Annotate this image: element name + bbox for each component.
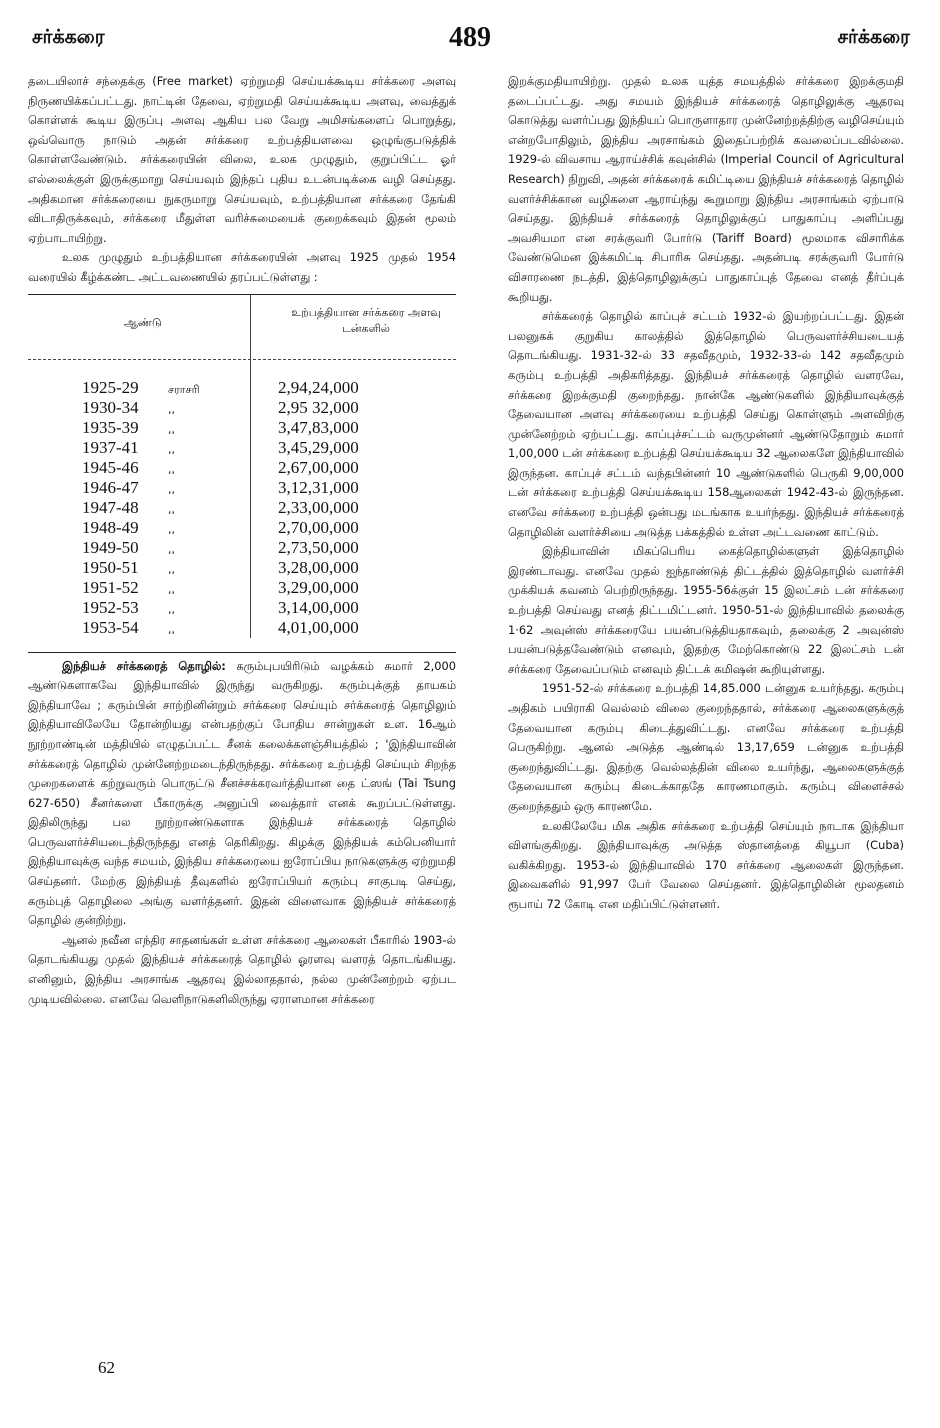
row-note: ,,	[168, 542, 175, 556]
row-note: சராசரி	[168, 382, 200, 396]
row-note: ,,	[168, 462, 175, 476]
row-year: 1953-54	[82, 617, 139, 637]
row-year: 1947-48	[82, 497, 139, 517]
row-year: 1949-50	[82, 537, 139, 557]
table-bottom-rule	[28, 652, 456, 653]
row-value: 2,33,00,000	[278, 497, 359, 517]
paragraph: ஆனல் நவீன எந்திர சாதனங்கள் உள்ள சர்க்கரை ஆலைகள் பீகாரில் 1903-ல் தொடங்கியது முதல் இந்தியச் சர்க்கரைத் தொழில் ஓரளவு வளரத் தொடங்கியது. எனினும், இந்திய அரசாங்க ஆதரவு இல்லாததால், நல்ல முன்னேற்றம் ஏற்பட முடியவில்லை. எனவே வெளிநாடுகளிலிருந்து ஏராளமான சர்க்கரை	[28, 932, 456, 1006]
row-value: 3,28,00,000	[278, 557, 359, 577]
row-value: 2,73,50,000	[278, 537, 359, 557]
paragraph: உலகிலேயே மிக அதிக சர்க்கரை உற்பத்தி செய்யும் நாடாக இந்தியா விளங்குகிறது. இந்தியாவுக்கு அடுத்த ஸ்தானத்தை கியூபா (Cuba) வகிக்கிறது. 1953-ல் இந்தியாவில் 170 சர்க்கரை ஆலைகள் இருந்தன. இவைகளில் 91,997 பேர் வேலை செய்தனர். இத்தொழிலின் மூலதனம் ரூபாய் 72 கோடி என மதிப்பிட்டுள்ளனர்.	[508, 818, 904, 911]
row-year: 1951-52	[82, 577, 139, 597]
row-year: 1945-46	[82, 457, 139, 477]
page-number: 489	[449, 22, 491, 53]
table-row	[28, 598, 456, 618]
table-row	[28, 378, 456, 398]
running-head-right: சர்க்கரை	[837, 26, 910, 48]
paragraph	[28, 657, 456, 931]
table-row	[28, 418, 456, 438]
column-header-production: உற்பத்தியான சர்க்கரை அளவு டன்களில்	[291, 305, 441, 335]
row-year: 1930-34	[82, 397, 139, 417]
row-note: ,,	[168, 442, 175, 456]
right-column	[508, 72, 904, 915]
table-header	[28, 295, 456, 360]
table-body	[28, 360, 456, 638]
paragraph: 1951-52-ல் சர்க்கரை உற்பத்தி 14,85.000 டன்னுக உயர்ந்தது. கரும்பு அதிகம் பயிராகி வெல்லம் விலை குறைந்ததால், சர்க்கரை ஆலைகளுக்குத் தேவையான கரும்பு கிடைத்துவிட்டது. எனவே சர்க்கரை உற்பத்தி பெருகிற்று. ஆனல் அடுத்த ஆண்டில் 13,17,659 டன்னுக உற்பத்தி குறைந்துவிட்டது. இதற்கு வெல்லத்தின் விலை உயர்ந்து, ஆலைகளுக்குத் தேவையான கரும்பு கிடைக்காததே காரணமாகும். கரும்பு விளைச்சல் குறைந்ததும் ஒரு காரணமே.	[508, 681, 904, 813]
table-row	[28, 398, 456, 418]
left-column	[28, 72, 456, 1009]
paragraph-text: கரும்புபயிரிடும் வழக்கம் சுமார் 2,000 ஆண்டுகளாகவே இந்தியாவில் இருந்து வருகிறது. கரும்புக்குத் தாயகம் இந்தியாவே ; கரும்பின் சாற்றினின்றும் சர்க்கரை செய்யும் சர்க்கரைத் தொழிலும் இந்தியாவிலேயே தோன்றியது என்பதற்குப் போதிய சான்றுகள் உள. 16ஆம் நூற்றாண்டின் மத்தியில் எழுதப்பட்ட சீனக் கலைக்களஞ்சியத்தில் ; 'இந்தியாவின் சர்க்கரைத் தொழில் முன்னேற்றமடைந்திருந்தது. சர்க்கரை உற்பத்தி செய்யும் சிறந்த முறைகளைக் கற்றுவரும் பொருட்டு சீனச்சக்கரவர்த்தியான தை ட்ஸங் (Tai Tsung 627-650) சீனர்களை பீகாருக்கு அனுப்பி வைத்தார் எனக் கூறப்பட்டுள்ளது. இதிலிருந்து பல நூற்றாண்டுகளாக இந்தியச் சர்க்கரைத் தொழில் பெருவளர்ச்சியடைந்திருந்தது எனத் தெரிகிறது. கிழக்கு இந்தியக் கம்பெனியார் இந்தியாவுக்கு வந்த சமயம், இந்திய சர்க்கரையை ஐரோப்பிய நாடுகளுக்கு ஏற்றுமதி செய்தனர். மேற்கு இந்தியத் தீவுகளில் ஐரோப்பியர் கரும்பு சாகுபடி செய்து, கரும்புத் தொழிலை அங்கு வளர்த்தனர். இதன் விளைவாக இந்தியச் சர்க்கரைத் தொழில் குன்றிற்று.	[28, 658, 456, 928]
row-note: ,,	[168, 622, 175, 636]
paragraph: உலக முழுதும் உற்பத்தியான சர்க்கரையின் அளவு 1925 முதல் 1954 வரையில் கீழ்க்கண்ட அட்டவணையில் தரப்பட்டுள்ளது :	[28, 250, 456, 284]
paragraph: சர்க்கரைத் தொழில் காப்புச் சட்டம் 1932-ல் இயற்றப்பட்டது. இதன் பலனுகக் குறுகிய காலத்தில் இத்தொழில் பெருவளர்ச்சியடையத் தொடங்கியது. 1931-32-ல் 33 சதவீதமும், 1932-33-ல் 142 சதவீதமும் கரும்பு உற்பத்தி அதிகரித்தது. இந்தியச் சர்க்கரைத் தொழில் வளரவே, சர்க்கரை இறக்குமதி குறைந்தது. நான்கே ஆண்டுகளில் இந்தியாவுக்குத் தேவையான அளவு சர்க்கரையை உற்பத்தி செய்து கொள்ளும் அளவிற்கு முன்னேற்றம் ஏற்பட்டது. காப்புச்சட்டம் வருமுன்னர் ஆண்டுதோறும் சுமார் 1,00,000 டன் சர்க்கரை உற்பத்தி செய்யக்கூடிய 32 ஆலைகளே இந்தியாவில் இருந்தன. காப்புச் சட்டம் வந்தபின்னர் 10 ஆண்டுகளில் பெருகி 9,00,000 டன் சர்க்கரை உற்பத்தி செய்யக்கூடிய 158ஆலைகள் 1942-43-ல் இருந்தன. எனவே சர்க்கரை உற்பத்தி ஒன்பது மடங்காக உயர்ந்தது. இந்தியச் சர்க்கரைத் தொழிலின் வளர்ச்சியை அடுத்த பக்கத்தில் உள்ள அட்டவணை காட்டும்.	[508, 309, 904, 539]
footer-page-label: 62	[98, 1358, 115, 1377]
row-note: ,,	[168, 602, 175, 616]
row-note: ,,	[168, 582, 175, 596]
row-year: 1952-53	[82, 597, 139, 617]
table-row	[28, 518, 456, 538]
running-head-left: சர்க்கரை	[32, 26, 105, 48]
row-value: 2,67,00,000	[278, 457, 359, 477]
paragraph: இறக்குமதியாயிற்று. முதல் உலக யுத்த சமயத்தில் சர்க்கரை இறக்குமதி தடைப்பட்டது. அது சமயம் இந்தியச் சர்க்கரைத் தொழிலுக்கு ஆதரவு கொடுத்து வளர்ப்பது இந்தியப் பொருளாதார முன்னேற்றத்திற்கு வழிசெய்யும் என்றபோதிலும், இந்திய அரசாங்கம் இதைப்பற்றிக் கவலைப்படவில்லை. 1929-ல் விவசாய ஆராய்ச்சிக் கவுன்சில் (Imperial Council of Agricultural Research) நிறுவி, அதன் சர்க்கரைக் கமிட்டியை இந்தியச் சர்க்கரைத் தொழில் வளர்ச்சிக்கான வழிகளை ஆராய்ந்து கூறுமாறு இந்திய அரசாங்கம் ஏற்பாடு செய்தது. இந்தியச் சர்க்கரைத் தொழிலுக்குப் பாதுகாப்பு அளிப்பது அவசியமா என சரக்குவரி போர்டு (Tariff Board) மூலமாக விசாரிக்க வேண்டுமென இக்கமிட்டி சிபாரிசு செய்தது. அதன்படி சரக்குவரி போர்டு விசாரணை நடத்தி, இத்தொழிலுக்குப் பாதுகாப்புத் தேவை எனத் தீர்ப்புக் கூறியது.	[508, 74, 904, 304]
row-value: 2,70,00,000	[278, 517, 359, 537]
table-row	[28, 618, 456, 638]
row-value: 2,94,24,000	[278, 377, 359, 397]
row-note: ,,	[168, 482, 175, 496]
page-header	[30, 22, 910, 60]
row-value: 3,45,29,000	[278, 437, 359, 457]
row-note: ,,	[168, 522, 175, 536]
paragraph: இந்தியாவின் மிகப்பெரிய கைத்தொழில்களுள் இத்தொழில் இரண்டாவது. எனவே முதல் ஐந்தாண்டுத் திட்டத்தில் இத்தொழில் வளர்ச்சி முக்கியக் கவனம் பெற்றிருந்தது. 1955-56க்குள் 15 இலட்சம் டன் சர்க்கரை உற்பத்தி செய்வது எனத் திட்டமிட்டனர். 1950-51-ல் இந்தியாவில் தலைக்கு 1·62 அவுன்ஸ் சர்க்கரையே பயன்படுத்தியதாகவும், தலைக்கு 2 அவுன்ஸ் பயன்படுத்தவேண்டும் எனவும், இதற்கு மேற்கொண்டு 22 இலட்சம் டன் சர்க்கரை தேவைப்படும் எனவும் திட்டக் கமிஷன் கூறியுள்ளது.	[508, 544, 904, 676]
row-note: ,,	[168, 422, 175, 436]
row-year: 1935-39	[82, 417, 139, 437]
row-year: 1946-47	[82, 477, 139, 497]
production-table	[28, 295, 456, 638]
column-header-year: ஆண்டு	[124, 315, 162, 329]
row-year: 1950-51	[82, 557, 139, 577]
row-year: 1925-29	[82, 377, 139, 397]
row-note: ,,	[168, 562, 175, 576]
row-value: 3,14,00,000	[278, 597, 359, 617]
row-value: 3,12,31,000	[278, 477, 359, 497]
row-value: 3,47,83,000	[278, 417, 359, 437]
table-row	[28, 478, 456, 498]
paragraph: தடையிலாச் சந்தைக்கு (Free market) ஏற்றுமதி செய்யக்கூடிய சர்க்கரை அளவு நிருணயிக்கப்பட்டது. நாட்டின் தேவை, ஏற்றுமதி செய்யக்கூடிய அளவு, வைத்துக் கொள்ளக் கூடிய இருப்பு அளவு ஆகிய பல வேறு அமிசங்களைப் பொறுத்து, ஒவ்வொரு நாடும் அதன் சர்க்கரை உற்பத்தியளவை ஒழுங்குபடுத்திக் கொள்ளவேண்டும். சர்க்கரையின் விலை, உலக முழுதும், குறுப்பிட்ட ஓர் எல்லைக்குள் இருக்குமாறு செய்யவும் இந்தப் புதிய உடன்படிக்கை வழி செய்தது. அதிகமான சர்க்கரையை நுகருமாறு செய்யவும், உற்பத்தியான சர்க்கரை தேங்கி விடாதிருக்கவும், சர்க்கரை மீதுள்ள வரிச்சுமையைக் குறைக்கவும் இதன் மூலம் ஏற்பாடாயிற்று.	[28, 74, 456, 245]
row-value: 3,29,00,000	[278, 577, 359, 597]
row-value: 4,01,00,000	[278, 617, 359, 637]
row-note: ,,	[168, 402, 175, 416]
table-row	[28, 558, 456, 578]
table-row	[28, 438, 456, 458]
row-note: ,,	[168, 502, 175, 516]
table-row	[28, 458, 456, 478]
row-value: 2,95 32,000	[278, 397, 359, 417]
row-year: 1948-49	[82, 517, 139, 537]
section-heading: இந்தியச் சர்க்கரைத் தொழில்:	[62, 658, 226, 673]
table-row	[28, 538, 456, 558]
table-row	[28, 498, 456, 518]
table-row	[28, 578, 456, 598]
row-year: 1937-41	[82, 437, 139, 457]
